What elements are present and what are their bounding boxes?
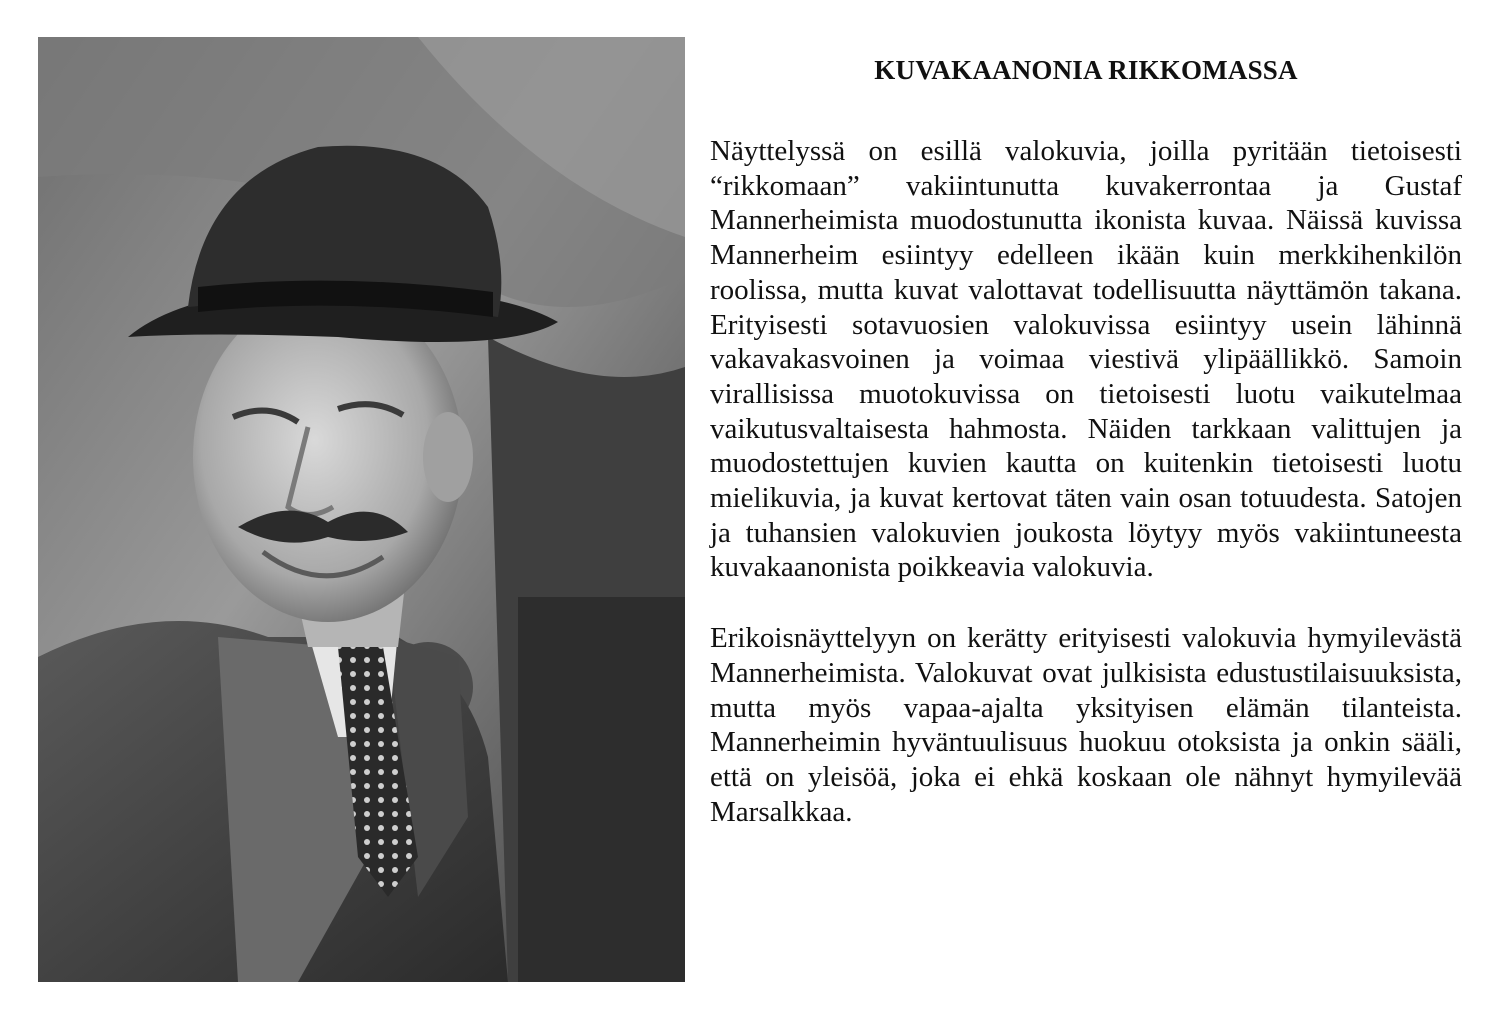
portrait-photo-illustration [38, 37, 685, 982]
paragraph-exhibition: Erikoisnäyttelyyn on kerätty erityisesti valokuvia hymyilevästä Mannerheimista. Valokuvat ovat julkisista edustustilaisuuksista, mutta myös vapaa-ajalta yksityisen elämän tilanteista. Mannerheimin hyväntuulisuus huokuu otoksista ja onkin sääli, että on yleisöä, joka ei ehkä koskaan ole nähnyt hymyilevää Marsalkkaa. [710, 622, 1462, 828]
page-title: KUVAKAANONIA RIKKOMASSA [874, 55, 1298, 85]
portrait-photo [38, 37, 685, 982]
paragraph-intro: Näyttelyssä on esillä valokuvia, joilla pyritään tietoisesti “rikkomaan” vakiintunutta kuvakerrontaa ja Gustaf Mannerheimista muodostunutta ikonista kuvaa. Näissä kuvissa Mannerheim esiintyy edelleen ikään kuin merkkihenkilön roolissa, mutta kuvat valottavat todellisuutta näyttämön takana. Erityisesti sotavuosien valokuvissa esiintyy usein lähinnä vakavakasvoinen ja voimaa viestivä ylipäällikkö. Samoin virallisissa muotokuvissa on tietoisesti luotu vaikutelmaa vaikutusvaltaisesta hahmosta. Näiden tarkkaan valittujen ja muodostettujen kuvien kautta on kuitenkin tietoisesti luotu mielikuvia, ja kuvat kertovat täten vain osan totuudesta. Satojen ja tuhansien valokuvien joukosta löytyy myös vakiintuneesta kuvakaanonista poikkeavia valokuvia. [710, 135, 1462, 584]
text-column [710, 50, 1462, 829]
